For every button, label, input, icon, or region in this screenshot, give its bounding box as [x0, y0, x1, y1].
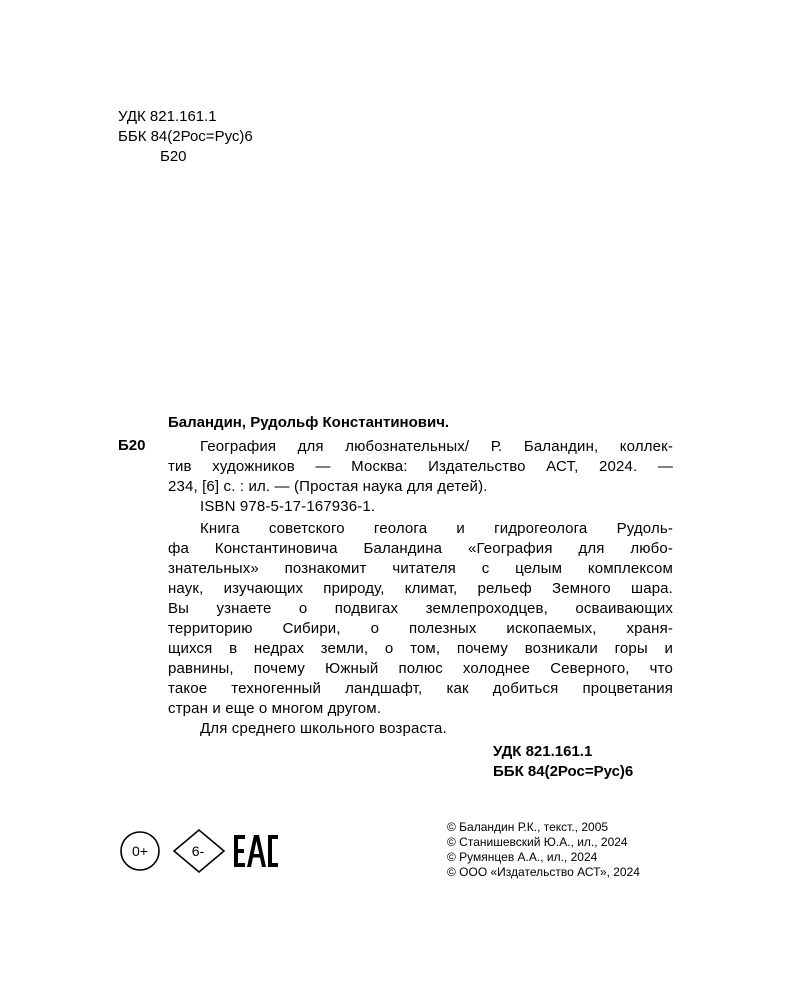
- annotation-line: такое техногенный ландшафт, как добиться процветания: [168, 680, 673, 697]
- age-rating-text: 0+: [132, 843, 148, 859]
- author-heading: Баландин, Рудольф Константинович.: [168, 414, 450, 431]
- annotation-line: равнины, почему Южный полюс холоднее Северного, что: [168, 660, 673, 677]
- author-mark-top: Б20: [160, 148, 187, 165]
- description-line: тив художников — Москва: Издательство АСТ, 2024. —: [168, 458, 673, 475]
- annotation-line: Книга советского геолога и гидрогеолога Рудоль-: [200, 520, 673, 537]
- age-recommendation-badge: [174, 830, 224, 872]
- description-line: География для любознательных/ Р. Баландин, коллек-: [200, 438, 673, 455]
- age-recommendation-text: 6-: [191, 843, 205, 859]
- isbn: ISBN 978-5-17-167936-1.: [200, 498, 376, 515]
- description-line: 234, [6] с. : ил. — (Простая наука для детей).: [168, 478, 488, 495]
- annotation-line: наук, изучающих природу, климат, рельеф Земного шара.: [168, 580, 673, 597]
- eac-mark-icon: [234, 835, 278, 867]
- annotation-line: фа Константиновича Баландина «География для любо-: [168, 540, 673, 557]
- bbk-top: ББК 84(2Рос=Рус)6: [118, 128, 253, 145]
- audience-note: Для среднего школьного возраста.: [200, 720, 447, 737]
- annotation-line: территорию Сибири, о полезных ископаемых, храня-: [168, 620, 673, 637]
- udk-top: УДК 821.161.1: [118, 108, 217, 125]
- copyright-line: © ООО «Издательство АСТ», 2024: [447, 865, 640, 879]
- annotation-line: знательных» познакомит читателя с целым комплексом: [168, 560, 673, 577]
- author-mark-left: Б20: [118, 437, 146, 454]
- udk-bottom: УДК 821.161.1: [493, 743, 593, 760]
- age-rating-badge: [121, 832, 159, 870]
- certification-badges: [118, 826, 278, 876]
- annotation-line: Вы узнаете о подвигах землепроходцев, осваивающих: [168, 600, 673, 617]
- copyright-line: © Станишевский Ю.А., ил., 2024: [447, 835, 628, 849]
- copyright-line: © Румянцев А.А., ил., 2024: [447, 850, 598, 864]
- annotation-line: щихся в недрах земли, о том, почему возникали горы и: [168, 640, 673, 657]
- copyright-line: © Баландин Р.К., текст., 2005: [447, 820, 609, 834]
- bbk-bottom: ББК 84(2Рос=Рус)6: [493, 763, 634, 780]
- annotation-line: стран и еще о многом другом.: [168, 700, 382, 717]
